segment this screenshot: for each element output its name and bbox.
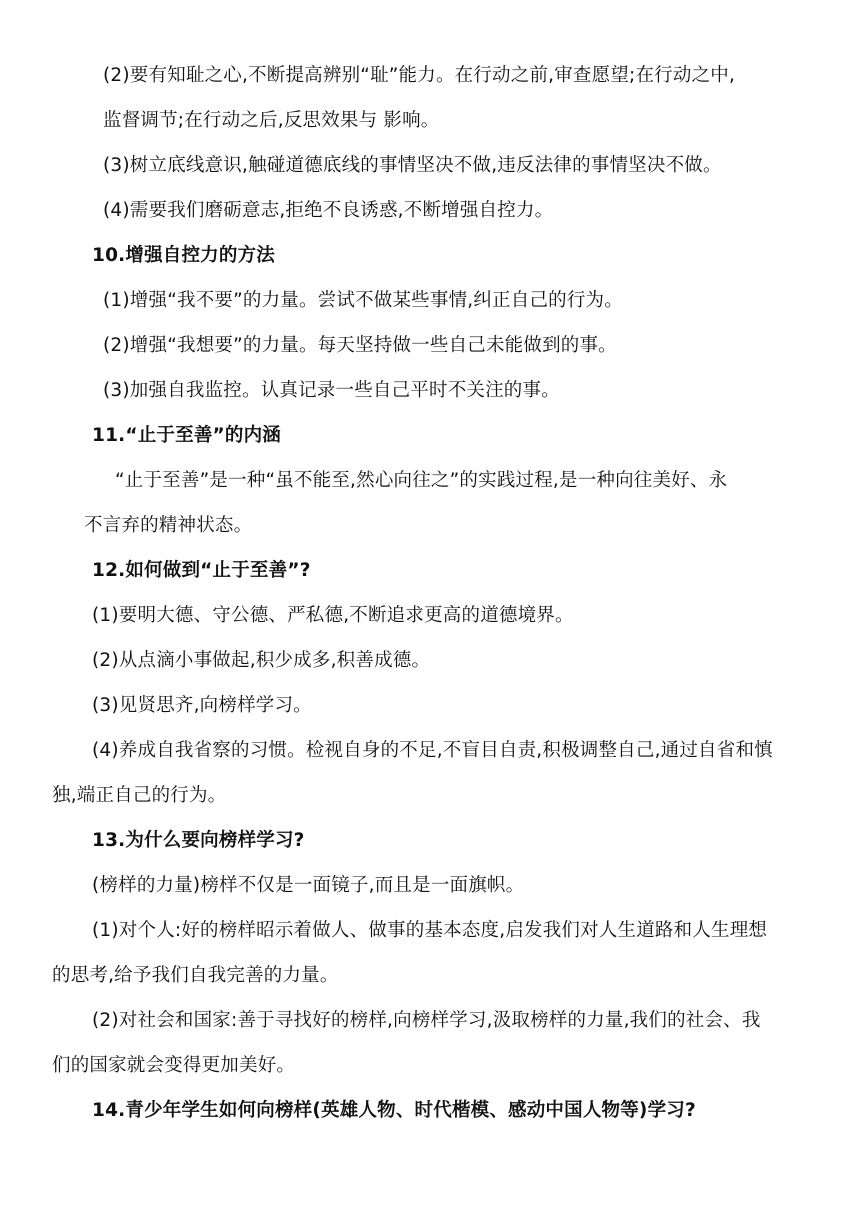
text-line: (3)加强自我监控。认真记录一些自己平时不关注的事。 bbox=[103, 380, 560, 401]
text-line: (3)树立底线意识,触碰道德底线的事情坚决不做,违反法律的事情坚决不做。 bbox=[103, 155, 722, 176]
text-line: (1)要明大德、守公德、严私德,不断追求更高的道德境界。 bbox=[92, 605, 574, 626]
text-line: (2)要有知耻之心,不断提高辨别“耻”能力。在行动之前,审查愿望;在行动之中, bbox=[103, 65, 736, 86]
text-line: (1)对个人:好的榜样昭示着做人、做事的基本态度,启发我们对人生道路和人生理想 bbox=[92, 920, 768, 941]
section-heading: 14.青少年学生如何向榜样(英雄人物、时代楷模、感动中国人物等)学习? bbox=[92, 1100, 696, 1121]
section-heading: 12.如何做到“止于至善”? bbox=[92, 560, 311, 581]
text-line: (1)增强“我不要”的力量。尝试不做某些事情,纠正自己的行为。 bbox=[103, 290, 623, 311]
text-line: 监督调节;在行动之后,反思效果与 影响。 bbox=[103, 110, 440, 131]
text-line: 独,端正自己的行为。 bbox=[52, 785, 227, 806]
text-line: (4)需要我们磨砺意志,拒绝不良诱惑,不断增强自控力。 bbox=[103, 200, 554, 221]
text-line: (榜样的力量)榜样不仅是一面镜子,而且是一面旗帜。 bbox=[92, 875, 525, 896]
section-heading: 11.“止于至善”的内涵 bbox=[92, 425, 281, 446]
text-line: 的思考,给予我们自我完善的力量。 bbox=[52, 965, 339, 986]
text-line: 们的国家就会变得更加美好。 bbox=[52, 1055, 296, 1076]
text-line: “止于至善”是一种“虽不能至,然心向往之”的实践过程,是一种向往美好、永 bbox=[115, 470, 728, 491]
text-line: (4)养成自我省察的习惯。检视自身的不足,不盲目自责,积极调整自己,通过自省和慎 bbox=[92, 740, 773, 761]
section-heading: 13.为什么要向榜样学习? bbox=[92, 830, 305, 851]
section-heading: 10.增强自控力的方法 bbox=[92, 245, 275, 266]
text-line: (3)见贤思齐,向榜样学习。 bbox=[92, 695, 312, 716]
text-line: 不言弃的精神状态。 bbox=[84, 515, 253, 536]
text-line: (2)增强“我想要”的力量。每天坚持做一些自己未能做到的事。 bbox=[103, 335, 617, 356]
text-line: (2)对社会和国家:善于寻找好的榜样,向榜样学习,汲取榜样的力量,我们的社会、我 bbox=[92, 1010, 761, 1031]
text-line: (2)从点滴小事做起,积少成多,积善成德。 bbox=[92, 650, 431, 671]
